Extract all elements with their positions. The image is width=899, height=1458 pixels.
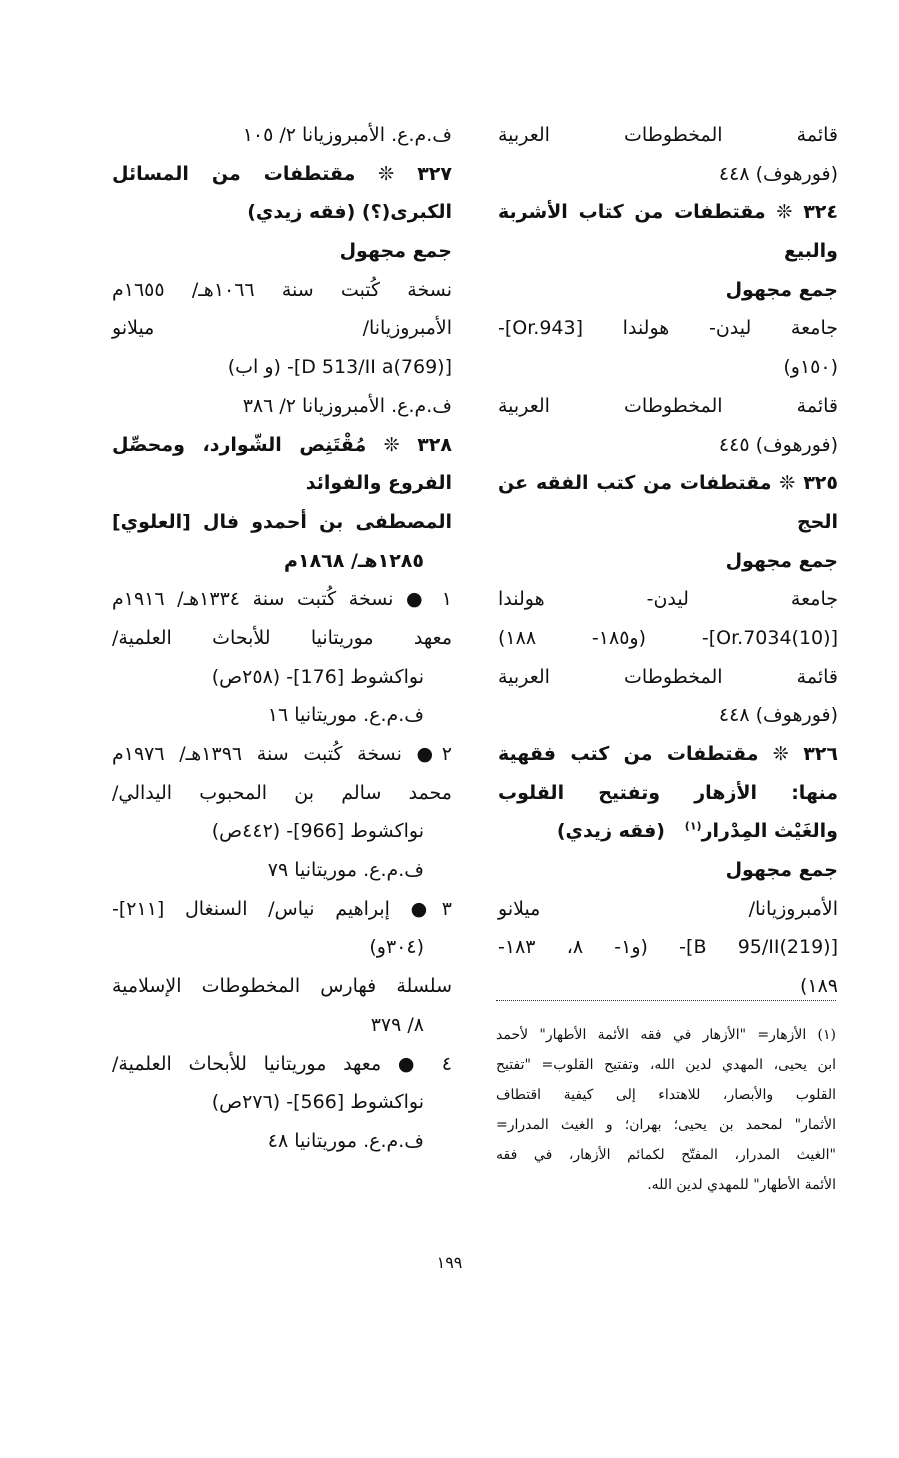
line-text: جامعة ليدن- هولندا xyxy=(498,588,838,611)
line-text: [(769)D 513/II a]- (و اب) xyxy=(227,356,452,379)
text-line xyxy=(112,193,452,232)
line-text: محمد سالم بن المحبوب اليدالي/ xyxy=(112,781,452,804)
line-text: ٣٢٥ ❊ مقتطفات من كتب الفقه عن xyxy=(498,472,838,495)
line-text: ٨/ ٣٧٩ xyxy=(370,1013,424,1036)
line-text: جمع مجهول xyxy=(339,240,452,263)
line-text: والغَيْث المِدْرار xyxy=(701,820,838,843)
line-text: نواكشوط [566]- (٢٧٦ص) xyxy=(211,1091,424,1114)
line-text-suffix: (فقه زيدي) xyxy=(556,820,685,843)
text-line xyxy=(112,542,452,581)
line-text: ١٨٩) xyxy=(799,975,838,998)
footnote-line: الأئمة الأطهار" للمهدي لدين الله. xyxy=(647,1177,836,1193)
text-line xyxy=(112,155,452,194)
text-line xyxy=(498,580,838,619)
footnote-line: القلوب والأبصار، للاهتداء إلى كيفية اقتطاف xyxy=(496,1087,836,1103)
text-line xyxy=(112,812,452,851)
text-line xyxy=(498,735,838,774)
text-line xyxy=(498,464,838,503)
text-line xyxy=(112,1006,452,1045)
line-text: نواكشوط [966]- (٤٤٢ص) xyxy=(211,820,424,843)
line-text: ٣٢٧ ❊ مقتطفات من المسائل xyxy=(112,162,452,185)
text-line xyxy=(112,619,452,658)
line-text: (٣٠٤و) xyxy=(369,936,424,959)
text-line xyxy=(498,155,838,194)
text-line xyxy=(112,658,452,697)
text-line xyxy=(498,619,838,658)
text-line xyxy=(498,387,838,426)
line-text: الأمبروزيانا/ ميلانو xyxy=(112,317,452,340)
text-line xyxy=(112,890,452,929)
line-text: ١ ● نسخة كُتبت سنة ١٣٣٤هـ/ ١٩١٦م xyxy=(112,588,452,611)
text-line xyxy=(112,1122,452,1161)
line-text: ف.م.ع. موريتانيا ٤٨ xyxy=(267,1129,424,1152)
line-text: والبيع xyxy=(784,240,838,263)
line-text: قائمة المخطوطات العربية xyxy=(498,394,838,417)
text-line xyxy=(498,193,838,232)
text-line xyxy=(498,890,838,929)
text-line xyxy=(498,309,838,348)
line-text: جمع مجهول xyxy=(725,278,838,301)
text-line xyxy=(112,464,452,503)
footnote-separator xyxy=(496,1000,836,1001)
line-text: ف.م.ع. الأمبروزيانا ٢/ ٣٨٦ xyxy=(242,394,452,417)
line-text: المصطفى بن أحمدو فال [العلوي] xyxy=(112,510,452,533)
line-text: الكبرى(؟) (فقه زيدي) xyxy=(247,201,452,224)
line-text: ف.م.ع. الأمبروزيانا ٢/ ١٠٥ xyxy=(242,124,452,146)
line-text: ف.م.ع. موريتانيا ١٦ xyxy=(267,704,424,727)
line-text: نواكشوط [176]- (٢٥٨ص) xyxy=(211,665,424,688)
text-line xyxy=(112,116,452,155)
text-line xyxy=(498,426,838,465)
line-text: ٣٢٤ ❊ مقتطفات من كتاب الأشربة xyxy=(498,201,838,224)
text-line xyxy=(112,696,452,735)
line-text: (فورهوف) ٤٤٥ xyxy=(718,433,838,456)
line-text: سلسلة فهارس المخطوطات الإسلامية xyxy=(112,975,452,998)
text-line xyxy=(498,503,838,542)
line-text: ٣٢٦ ❊ مقتطفات من كتب فقهية xyxy=(498,743,838,765)
text-line xyxy=(112,735,452,774)
text-line xyxy=(112,309,452,348)
text-line xyxy=(112,387,452,426)
line-text: [(219)B 95/II]- (و١- ٨، ١٨٣- xyxy=(498,936,838,959)
text-line xyxy=(112,967,452,1006)
line-text: ١٢٨٥هـ/ ١٨٦٨م xyxy=(284,549,424,572)
text-line xyxy=(498,348,838,387)
line-text: الفروع والفوائد xyxy=(305,472,452,495)
text-line xyxy=(112,503,452,542)
text-line xyxy=(498,774,838,813)
line-text: جمع مجهول xyxy=(725,859,838,882)
footnote-line: الأثمار" لمحمد بن يحيى؛ بهران؛ و الغيث المدرار= xyxy=(496,1117,836,1133)
text-line xyxy=(112,348,452,387)
left-column xyxy=(112,116,452,1161)
text-line xyxy=(498,658,838,697)
text-line xyxy=(498,928,838,967)
text-line xyxy=(498,696,838,735)
line-text: منها: الأزهار وتفتيح القلوب xyxy=(498,781,838,804)
page-number: ١٩٩ xyxy=(436,1253,463,1272)
footnote-line: ابن يحيى، المهدي لدين الله، وتفتيح القلوب= "تفتيح xyxy=(496,1057,836,1073)
text-line xyxy=(112,774,452,813)
line-text: (فورهوف) ٤٤٨ xyxy=(718,704,838,727)
text-line xyxy=(112,851,452,890)
footnote-line: (١) الأزهار= "الأزهار في فقه الأئمة الأطهار" لأحمد xyxy=(496,1027,836,1043)
line-text: الأمبروزيانا/ ميلانو xyxy=(498,897,838,920)
line-text: قائمة المخطوطات العربية xyxy=(498,124,838,146)
line-text: (١٥٠و) xyxy=(783,356,838,379)
text-line xyxy=(112,928,452,967)
line-text: (فورهوف) ٤٤٨ xyxy=(718,162,838,185)
line-text: ٣٢٨ ❊ مُقْتَنِص الشّوارد، ومحصِّل xyxy=(112,433,452,456)
right-column xyxy=(498,116,838,1006)
text-line xyxy=(112,271,452,310)
line-text: قائمة المخطوطات العربية xyxy=(498,665,838,688)
text-line xyxy=(498,812,838,851)
text-line xyxy=(112,1045,452,1084)
line-text: ٢● نسخة كُتبت سنة ١٣٩٦هـ/ ١٩٧٦م xyxy=(112,743,453,765)
text-line xyxy=(112,426,452,465)
text-line xyxy=(498,851,838,890)
line-text: [Or.7034(10)]- (و١٨٥- ١٨٨) xyxy=(498,626,838,649)
text-line xyxy=(498,542,838,581)
text-line xyxy=(112,1083,452,1122)
line-text: نسخة كُتبت سنة ١٠٦٦هـ/ ١٦٥٥م xyxy=(112,278,452,301)
footnote-marker: (١) xyxy=(684,820,702,834)
text-line xyxy=(112,232,452,271)
line-text: ٤ ● معهد موريتانيا للأبحاث العلمية/ xyxy=(112,1052,452,1075)
line-text: ٣● إبراهيم نياس/ السنغال [٢١١]- xyxy=(112,897,452,920)
text-line xyxy=(498,232,838,271)
text-line xyxy=(498,116,838,155)
footnotes xyxy=(496,1020,836,1200)
line-text: معهد موريتانيا للأبحاث العلمية/ xyxy=(112,626,452,649)
line-text: الحج xyxy=(796,510,838,533)
footnote-line: "الغيث المدرار، المفتّح لكمائم الأزهار، في فقه xyxy=(496,1147,836,1163)
line-text: جمع مجهول xyxy=(725,549,838,572)
line-text: جامعة ليدن- هولندا [Or.943]- xyxy=(498,317,838,340)
line-text: ف.م.ع. موريتانيا ٧٩ xyxy=(267,859,424,882)
text-line xyxy=(112,580,452,619)
text-line xyxy=(498,271,838,310)
